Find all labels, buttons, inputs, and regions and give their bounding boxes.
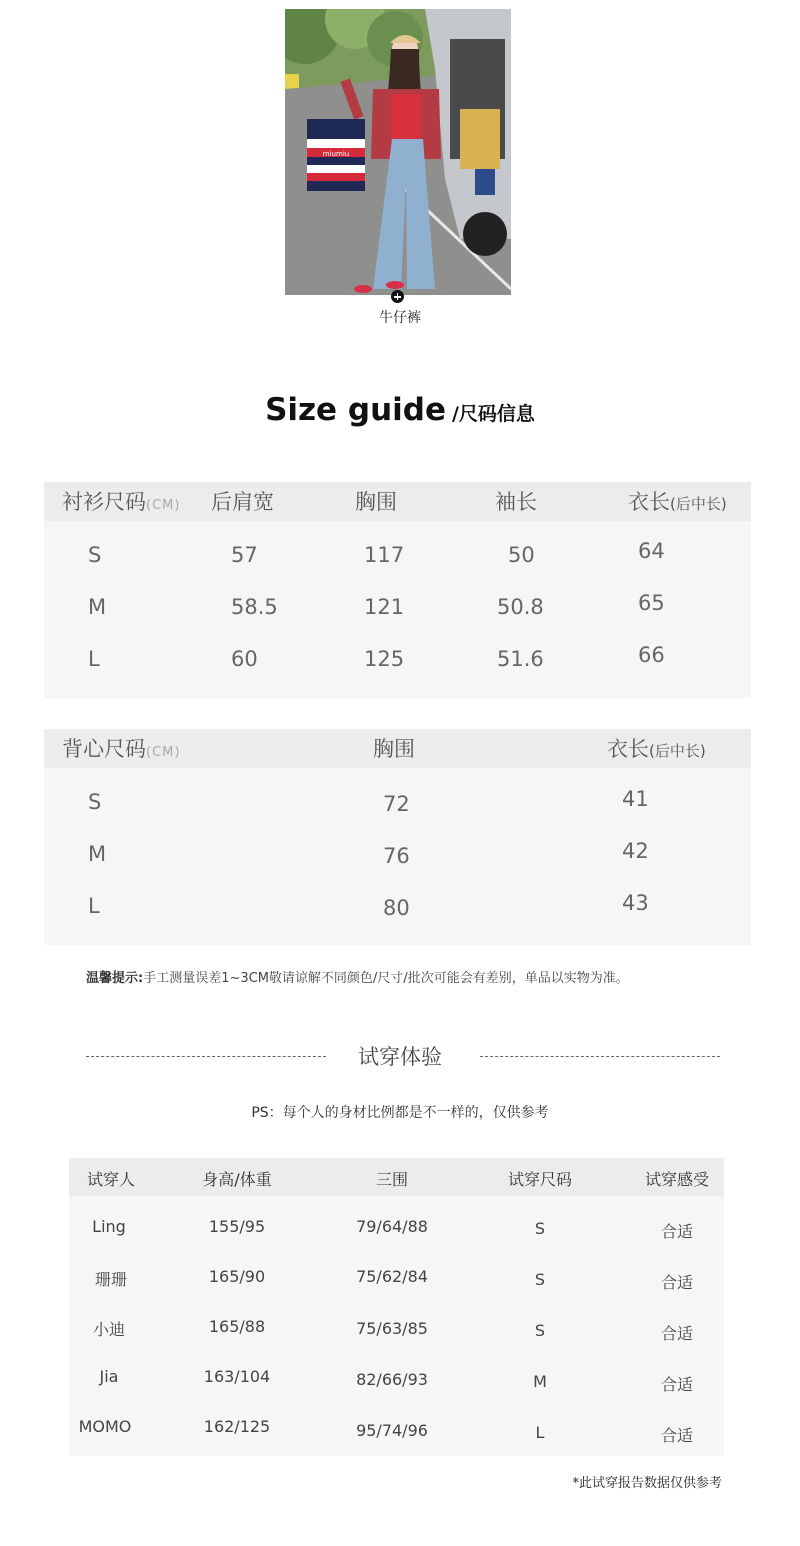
plus-icon[interactable] <box>391 290 404 303</box>
vest-table-header <box>44 729 751 768</box>
shirt-l-length: 66 <box>638 643 665 667</box>
shirt-s-sleeve: 50 <box>508 543 535 567</box>
tryon-row-3-meas: 75/63/85 <box>356 1319 428 1338</box>
header-tryon-size: 试穿尺码 <box>507 1170 572 1189</box>
product-name: 牛仔裤 <box>379 310 421 326</box>
header-vest-unit: (CM) <box>146 745 181 760</box>
shirt-s-shoulder: 57 <box>231 543 258 567</box>
tryon-row-4-person: Jia <box>99 1367 119 1386</box>
shirt-l-sleeve: 51.6 <box>497 647 544 671</box>
shirt-l-shoulder: 60 <box>231 647 258 671</box>
vest-m-chest: 76 <box>383 844 410 868</box>
header-chest: 胸围 <box>355 490 397 514</box>
header-feeling: 试穿感受 <box>644 1170 709 1189</box>
shirt-l-chest: 125 <box>364 647 405 671</box>
size-guide-title <box>0 392 800 428</box>
vest-s-size: S <box>88 790 102 814</box>
tryon-footnote: *此试穿报告数据仅供参考 <box>572 1476 722 1491</box>
header-vest-length <box>607 733 706 763</box>
notice-text: 手工测量误差1~3CM敬请谅解不同颜色/尺寸/批次可能会有差别，单品以实物为准。 <box>143 971 629 986</box>
shirt-s-chest: 117 <box>364 543 405 567</box>
tryon-row-2-meas: 75/62/84 <box>356 1267 428 1286</box>
tryon-row-2-size: S <box>534 1270 546 1289</box>
header-person: 试穿人 <box>86 1170 135 1189</box>
tryon-row-4-feeling: 合适 <box>660 1375 693 1394</box>
title-en: Size guide <box>265 392 446 428</box>
header-shirt-size <box>62 486 180 516</box>
header-vest-size-label: 背心尺码 <box>62 737 146 761</box>
tryon-row-3-hw: 165/88 <box>208 1317 266 1336</box>
product-photo <box>285 9 511 295</box>
tryon-row-5-size: L <box>535 1423 545 1442</box>
title-cn: /尺码信息 <box>451 403 535 425</box>
tryon-row-4-size: M <box>533 1372 547 1391</box>
tryon-row-5-person: MOMO <box>78 1417 132 1436</box>
header-vest-chest: 胸围 <box>373 737 415 761</box>
header-vest-size <box>62 733 180 763</box>
header-length-label: 衣长 <box>628 490 670 514</box>
tryon-ps: PS：每个人的身材比例都是不一样的，仅供参考 <box>251 1105 549 1121</box>
tryon-table-header <box>69 1158 724 1196</box>
tryon-table <box>69 1158 724 1456</box>
shirt-table-header <box>44 482 751 521</box>
shirt-s-length: 64 <box>638 539 665 563</box>
header-length-note: (后中长) <box>670 495 727 513</box>
header-length <box>628 486 727 516</box>
tryon-section-title <box>0 1041 800 1071</box>
tryon-row-5-hw: 162/125 <box>203 1417 271 1436</box>
header-height-weight: 身高/体重 <box>202 1170 272 1189</box>
shirt-s-size: S <box>88 543 102 567</box>
tryon-row-2-hw: 165/90 <box>208 1267 266 1286</box>
tryon-row-1-meas: 79/64/88 <box>356 1217 428 1236</box>
header-measurements: 三围 <box>375 1170 408 1189</box>
tryon-row-3-size: S <box>534 1321 546 1340</box>
bag-logo-text: miumiu <box>322 150 350 158</box>
measurement-notice <box>86 967 629 986</box>
shirt-m-length: 65 <box>638 591 665 615</box>
vest-s-length: 41 <box>622 787 649 811</box>
vest-m-length: 42 <box>622 839 649 863</box>
shirt-m-sleeve: 50.8 <box>497 595 544 619</box>
vest-l-chest: 80 <box>383 896 410 920</box>
tryon-row-5-feeling: 合适 <box>660 1426 693 1445</box>
header-vest-length-note: (后中长) <box>649 742 706 760</box>
tryon-row-1-size: S <box>534 1219 546 1238</box>
tryon-row-1-hw: 155/95 <box>208 1217 266 1236</box>
header-unit: (CM) <box>146 498 181 513</box>
tryon-title: 试穿体验 <box>358 1045 442 1069</box>
header-vest-length-label: 衣长 <box>607 737 649 761</box>
tryon-row-2-person: 珊珊 <box>94 1270 127 1289</box>
shirt-l-size: L <box>88 647 100 671</box>
header-shirt-size-label: 衬衫尺码 <box>62 490 146 514</box>
shirt-m-size: M <box>88 595 107 619</box>
tryon-row-3-person: 小迪 <box>92 1320 125 1339</box>
tryon-row-1-feeling: 合适 <box>660 1222 693 1241</box>
tryon-row-3-feeling: 合适 <box>660 1324 693 1343</box>
shirt-size-table <box>44 482 751 698</box>
vest-m-size: M <box>88 842 107 866</box>
tryon-row-5-meas: 95/74/96 <box>356 1421 428 1440</box>
dashed-divider-right <box>480 1056 720 1057</box>
tryon-row-1-person: Ling <box>92 1217 126 1236</box>
tryon-row-4-hw: 163/104 <box>203 1367 271 1386</box>
tryon-row-2-feeling: 合适 <box>660 1273 693 1292</box>
vest-l-length: 43 <box>622 891 649 915</box>
shirt-m-shoulder: 58.5 <box>231 595 278 619</box>
vest-s-chest: 72 <box>383 792 410 816</box>
vest-size-table <box>44 729 751 945</box>
shirt-m-chest: 121 <box>364 595 405 619</box>
vest-l-size: L <box>88 894 100 918</box>
header-shoulder: 后肩宽 <box>211 490 274 514</box>
header-sleeve: 袖长 <box>495 490 537 514</box>
tryon-row-4-meas: 82/66/93 <box>356 1370 428 1389</box>
notice-label: 温馨提示: <box>86 971 144 986</box>
